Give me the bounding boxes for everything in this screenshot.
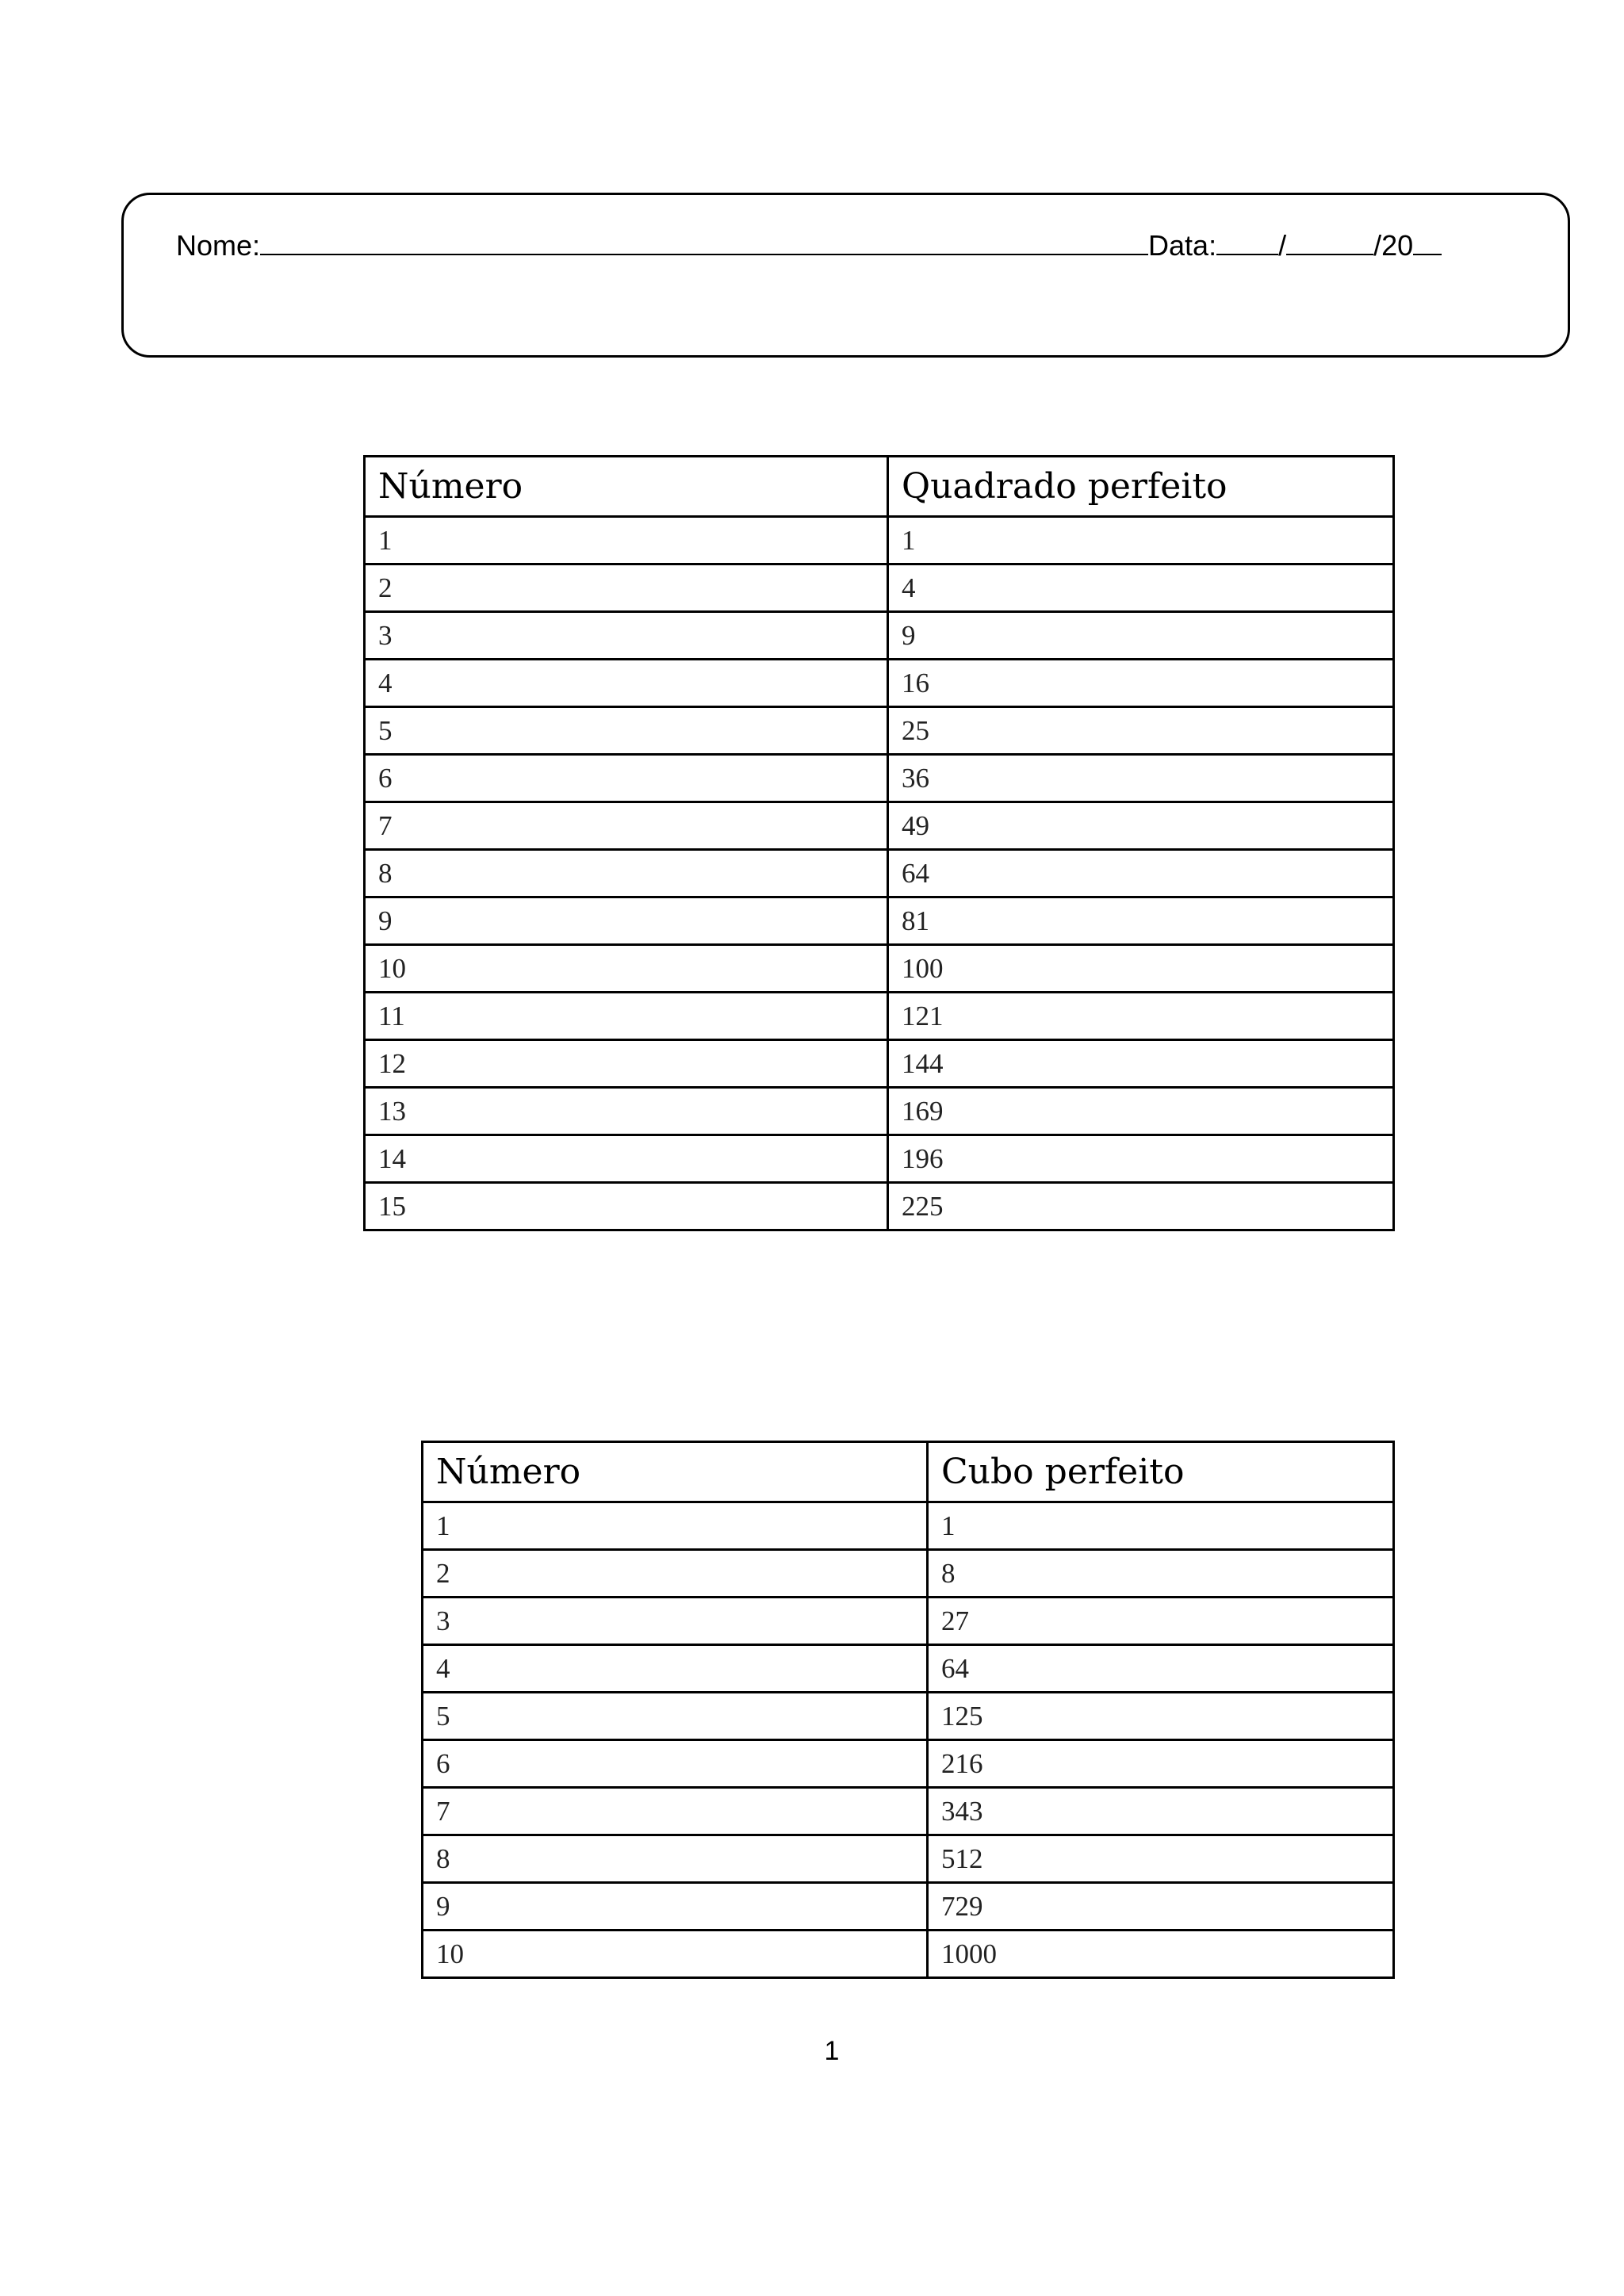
perfect-squares-body (365, 517, 1394, 1230)
table-row (365, 945, 1394, 993)
perfect-cubes-body (423, 1502, 1394, 1978)
table-row (423, 1740, 1394, 1788)
table-row (423, 1931, 1394, 1978)
cell-result: 100 (888, 945, 1394, 993)
table-row (423, 1550, 1394, 1598)
student-info-box (121, 193, 1570, 358)
table-row (365, 755, 1394, 802)
cell-number: 9 (423, 1883, 928, 1931)
table-row (423, 1645, 1394, 1693)
cell-result: 125 (928, 1693, 1394, 1740)
cell-number: 1 (423, 1502, 928, 1550)
cell-number: 2 (423, 1550, 928, 1598)
cell-number: 3 (365, 612, 888, 660)
cell-result: 81 (888, 897, 1394, 945)
table-row (365, 897, 1394, 945)
cell-result: 4 (888, 564, 1394, 612)
cell-number: 10 (423, 1931, 928, 1978)
date-separator-2: /20 (1373, 229, 1414, 262)
table-row (365, 1088, 1394, 1135)
cell-number: 12 (365, 1040, 888, 1088)
cell-result: 169 (888, 1088, 1394, 1135)
column-header-perfect-cube: Cubo perfeito (928, 1442, 1394, 1502)
cell-number: 1 (365, 517, 888, 564)
table-row (423, 1598, 1394, 1645)
table-row (365, 1183, 1394, 1230)
cell-result: 225 (888, 1183, 1394, 1230)
cell-number: 8 (365, 850, 888, 897)
table-row (365, 1135, 1394, 1183)
date-year-blank[interactable] (1413, 230, 1442, 255)
cell-number: 4 (365, 660, 888, 707)
name-label: Nome: (176, 229, 261, 262)
student-info-line (176, 230, 1442, 260)
cell-number: 6 (423, 1740, 928, 1788)
cell-number: 9 (365, 897, 888, 945)
cell-result: 64 (888, 850, 1394, 897)
cell-result: 196 (888, 1135, 1394, 1183)
table-row (423, 1502, 1394, 1550)
page-number: 1 (824, 2036, 840, 2066)
table-row (365, 612, 1394, 660)
cell-result: 27 (928, 1598, 1394, 1645)
name-blank-field[interactable] (260, 230, 1148, 255)
cell-number: 3 (423, 1598, 928, 1645)
cell-number: 2 (365, 564, 888, 612)
column-header-perfect-square: Quadrado perfeito (888, 457, 1394, 517)
cell-result: 49 (888, 802, 1394, 850)
cell-number: 4 (423, 1645, 928, 1693)
cell-result: 343 (928, 1788, 1394, 1835)
cell-result: 1 (888, 517, 1394, 564)
table-row (365, 517, 1394, 564)
cell-result: 512 (928, 1835, 1394, 1883)
cell-number: 6 (365, 755, 888, 802)
perfect-cubes-table (421, 1441, 1395, 1979)
cell-number: 11 (365, 993, 888, 1040)
cell-result: 64 (928, 1645, 1394, 1693)
date-label: Data: (1148, 229, 1217, 262)
column-header-number: Número (365, 457, 888, 517)
cell-number: 10 (365, 945, 888, 993)
cell-number: 8 (423, 1835, 928, 1883)
date-separator-1: / (1278, 229, 1287, 262)
table-header-row (423, 1442, 1394, 1502)
cell-number: 13 (365, 1088, 888, 1135)
cell-number: 14 (365, 1135, 888, 1183)
table-row (365, 1040, 1394, 1088)
table-row (365, 707, 1394, 755)
cell-result: 729 (928, 1883, 1394, 1931)
table-row (423, 1883, 1394, 1931)
cell-result: 25 (888, 707, 1394, 755)
cell-number: 15 (365, 1183, 888, 1230)
perfect-squares-table (363, 455, 1395, 1231)
cell-result: 216 (928, 1740, 1394, 1788)
cell-result: 16 (888, 660, 1394, 707)
cell-result: 144 (888, 1040, 1394, 1088)
cell-result: 121 (888, 993, 1394, 1040)
cell-result: 1 (928, 1502, 1394, 1550)
table-row (365, 850, 1394, 897)
cell-number: 5 (365, 707, 888, 755)
cell-number: 5 (423, 1693, 928, 1740)
table-row (365, 564, 1394, 612)
table-header-row (365, 457, 1394, 517)
cell-number: 7 (423, 1788, 928, 1835)
date-day-blank[interactable] (1216, 230, 1278, 255)
table-row (365, 993, 1394, 1040)
cell-number: 7 (365, 802, 888, 850)
table-row (365, 660, 1394, 707)
cell-result: 36 (888, 755, 1394, 802)
table-row (423, 1788, 1394, 1835)
cell-result: 1000 (928, 1931, 1394, 1978)
column-header-number: Número (423, 1442, 928, 1502)
table-row (423, 1835, 1394, 1883)
date-month-blank[interactable] (1286, 230, 1373, 255)
table-row (365, 802, 1394, 850)
table-row (423, 1693, 1394, 1740)
cell-result: 9 (888, 612, 1394, 660)
cell-result: 8 (928, 1550, 1394, 1598)
